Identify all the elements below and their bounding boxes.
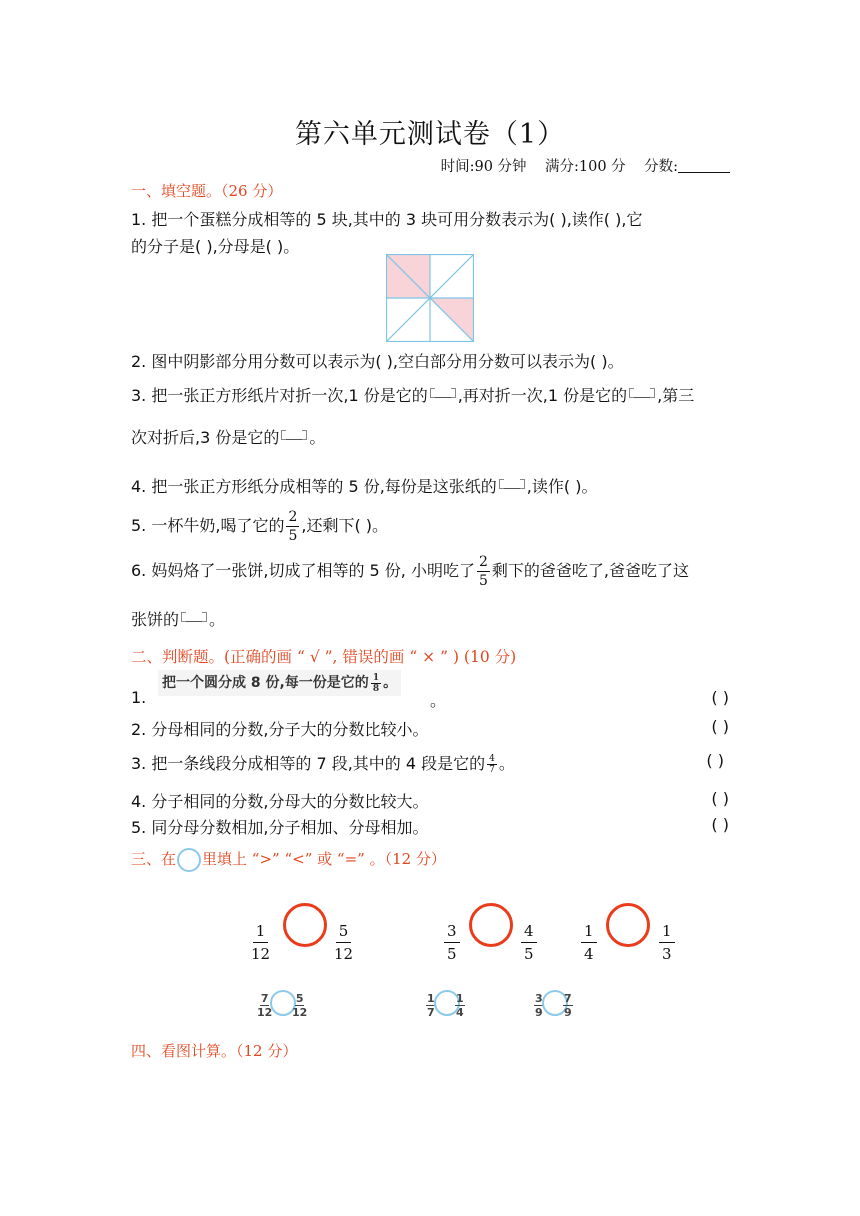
compare-4-right: [292, 992, 307, 1019]
fraction-blank[interactable]: [428, 388, 458, 406]
question-1-3-text-c: ,第三: [657, 386, 695, 405]
judge-1-number: 1.: [131, 688, 147, 707]
compare-1-circle[interactable]: [283, 903, 327, 947]
judge-3-end: 。: [498, 754, 515, 773]
page-title: 第六单元测试卷（1）: [294, 119, 566, 150]
section-3-heading: [131, 848, 446, 872]
numerator: 1: [659, 920, 675, 943]
judge-1-period: 。: [430, 691, 447, 710]
numerator: 1: [427, 992, 435, 1005]
question-1-2: 2. 图中阴影部分用分数可以表示为( ),空白部分用分数可以表示为( )。: [131, 352, 624, 371]
judge-5: 5. 同分母分数相加,分子相加、分母相加。: [131, 818, 429, 837]
denominator: 5: [447, 945, 457, 963]
numerator: 5: [336, 920, 352, 943]
compare-1-left: [251, 920, 270, 965]
compare-5-right: [455, 992, 465, 1019]
denominator: 5: [524, 945, 534, 963]
question-1-5-text-a: 5. 一杯牛奶,喝了它的: [131, 516, 285, 535]
compare-3-right: [659, 920, 675, 965]
question-1-6-line-2: [131, 607, 225, 630]
time-limit: 时间:90 分钟: [440, 159, 527, 175]
fraction: [371, 673, 381, 694]
question-1-6-line-1: [131, 553, 689, 590]
section-3-heading-a: 三、在: [131, 850, 177, 868]
question-1-5: [131, 508, 388, 545]
question-1-5-text-b: ,还剩下( )。: [301, 516, 389, 535]
question-1-4-text-b: ,读作( )。: [526, 477, 598, 496]
section-1-heading: 一、填空题。（26 分）: [131, 182, 283, 200]
section-4-heading: 四、看图计算。（12 分）: [131, 1042, 298, 1060]
numerator: 5: [295, 992, 304, 1005]
fraction: [487, 754, 497, 775]
denominator: 12: [251, 945, 271, 963]
judge-1-text: 把一个圆分成 8 份,每一份是它的: [162, 675, 369, 691]
question-1-3-text-e: 。: [309, 428, 326, 447]
judge-3-text: 3. 把一条线段分成相等的 7 段,其中的 4 段是它的: [131, 754, 486, 773]
section-2-heading: 二、判断题。(正确的画 “ √ ”, 错误的画 “ × ” ) (10 分): [131, 648, 517, 666]
numerator: 1: [253, 920, 269, 943]
question-1-1-line-2: 的分子是( ),分母是( )。: [131, 237, 300, 256]
compare-2-left: [444, 920, 460, 965]
compare-1-right: [334, 920, 353, 965]
section-3-heading-b: 里填上 “>” “<” 或 “=” 。（12 分）: [202, 850, 446, 868]
numerator: 3: [535, 992, 543, 1005]
judge-4-answer[interactable]: ( ): [711, 789, 729, 808]
question-1-3-text-d: 次对折后,3 份是它的: [131, 428, 280, 447]
compare-2-right: [521, 920, 537, 965]
compare-2-circle[interactable]: [469, 903, 513, 947]
judge-3-answer[interactable]: ( ): [706, 751, 724, 770]
question-1-3-line-2: [131, 425, 325, 448]
question-1-3-text-a: 3. 把一张正方形纸片对折一次,1 份是它的: [131, 386, 428, 405]
numerator: 4: [521, 920, 537, 943]
numerator: 2: [288, 509, 298, 525]
compare-6-right: [563, 992, 573, 1019]
denominator: 7: [489, 765, 495, 775]
numerator: 2: [478, 554, 488, 570]
denominator: 4: [584, 945, 594, 963]
denominator: 4: [456, 1006, 464, 1019]
question-1-6-text-a: 6. 妈妈烙了一张饼,切成了相等的 5 份, 小明吃了: [131, 561, 475, 580]
judge-2: 2. 分母相同的分数,分子大的分数比较小。: [131, 720, 429, 739]
denominator: 8: [372, 683, 380, 694]
fraction: [477, 553, 490, 590]
compare-3-left: [581, 920, 597, 965]
denominator: 9: [535, 1006, 543, 1019]
fraction-blank[interactable]: [497, 479, 527, 497]
denominator: 12: [292, 1006, 308, 1019]
question-1-4: [131, 474, 597, 497]
judge-5-answer[interactable]: ( ): [711, 815, 729, 834]
fraction-blank[interactable]: [279, 430, 309, 448]
question-1-4-text-a: 4. 把一张正方形纸分成相等的 5 份,每份是这张纸的: [131, 477, 497, 496]
exam-meta: [441, 155, 730, 176]
numerator: 7: [260, 992, 269, 1005]
denominator: 3: [662, 945, 672, 963]
question-1-1-line-1: 1. 把一个蛋糕分成相等的 5 块,其中的 3 块可用分数表示为( ),读作( ),它: [131, 210, 643, 229]
numerator: 1: [372, 672, 380, 683]
circle-icon: [177, 848, 201, 872]
score-blank[interactable]: [678, 158, 730, 173]
question-1-6-text-c: 张饼的: [131, 610, 180, 629]
denominator: 12: [334, 945, 354, 963]
fraction-blank[interactable]: [627, 388, 657, 406]
question-1-6-text-d: 。: [209, 610, 226, 629]
denominator: 7: [427, 1006, 435, 1019]
judge-3: [131, 751, 515, 775]
judge-1-end: 。: [383, 675, 398, 691]
numerator: 1: [581, 920, 597, 943]
compare-3-circle[interactable]: [606, 903, 650, 947]
question-1-3-line-1: [131, 383, 694, 406]
question-1-6-text-b: 剩下的爸爸吃了,爸爸吃了这: [491, 561, 689, 580]
shaded-square-figure: [386, 254, 474, 342]
score-label: 分数:: [644, 159, 678, 175]
denominator: 9: [564, 1006, 572, 1019]
judge-1-snippet: [158, 670, 401, 696]
denominator: 12: [257, 1006, 273, 1019]
numerator: 7: [564, 992, 572, 1005]
denominator: 5: [478, 573, 488, 589]
numerator: 3: [444, 920, 460, 943]
denominator: 5: [288, 528, 298, 544]
judge-1-image: [158, 670, 401, 696]
numerator: 1: [456, 992, 464, 1005]
fraction: [286, 508, 299, 545]
question-1-3-text-b: ,再对折一次,1 份是它的: [457, 386, 628, 405]
full-score: 满分:100 分: [545, 159, 626, 175]
numerator: 4: [489, 754, 495, 764]
judge-2-answer[interactable]: ( ): [711, 717, 729, 736]
fraction-blank[interactable]: [179, 612, 209, 630]
judge-4: 4. 分子相同的分数,分母大的分数比较大。: [131, 792, 429, 811]
judge-1-answer[interactable]: ( ): [711, 688, 729, 707]
